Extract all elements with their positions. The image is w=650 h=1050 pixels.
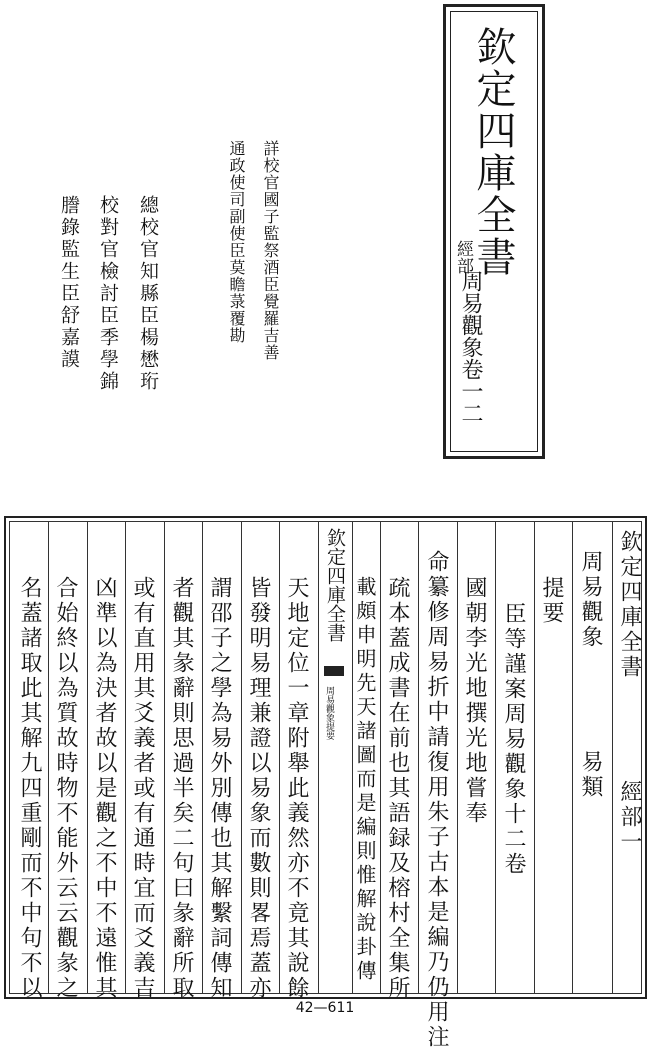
column-rule: [495, 522, 496, 993]
column-rule: [534, 522, 535, 993]
text-column: 凶準以為決者故以是觀之不中不遠惟其: [92, 576, 117, 1001]
credit-collator: 校對官檢討臣季學錦: [97, 195, 119, 393]
text-column: 名蓋諸取此其解九四重剛而不中句不以: [17, 576, 42, 1001]
column-rule: [87, 522, 88, 993]
collection-title: 欽定四庫全書: [470, 26, 516, 278]
credit-detail-proofreader: 詳校官國子監祭酒臣覺羅吉善: [261, 140, 280, 361]
text-column: 提要: [539, 576, 564, 626]
division-label: 經部: [453, 240, 473, 274]
band-subtitle: 周易觀象提要: [324, 686, 334, 740]
credit-reviewer: 通政使司副使臣莫瞻菉覆勘: [227, 140, 246, 344]
column-rule: [380, 522, 381, 993]
fish-tail-mark: [324, 666, 344, 676]
text-column: 者觀其彖辭則思過半矣二句曰彖辭所取: [169, 576, 194, 1001]
title-label-inner-frame: [450, 11, 538, 452]
text-column: 命纂修周易折中請復用朱子古本是編乃仍用注: [424, 550, 449, 1050]
center-band: [318, 522, 352, 993]
volume-title: 周易觀象卷一二: [458, 270, 483, 424]
column-rule: [612, 522, 613, 993]
band-title: 欽定四庫全書: [324, 528, 346, 642]
column-rule: [279, 522, 280, 993]
text-column: 或有直用其爻義者或有通時宜而爻義吉: [130, 576, 155, 1001]
column-rule: [164, 522, 165, 993]
text-column: 皆發明易理兼證以易象而數則畧焉蓋亦: [246, 576, 271, 1001]
text-column: 謂邵子之學為易外別傳也其解繫詞傳知: [207, 576, 232, 1001]
page-number: 42—611: [295, 1000, 355, 1016]
title-label-box: [443, 4, 545, 459]
column-rule: [418, 522, 419, 993]
text-column: 疏本蓋成書在前也其語録及榕村全集所: [385, 576, 410, 1001]
text-column: 載頗申明先天諸圖而是編則惟解說卦傳: [353, 576, 377, 984]
text-column: 臣等謹案周易觀象十二卷: [501, 602, 526, 877]
column-rule: [202, 522, 203, 993]
credit-chief-proofreader: 總校官知縣臣楊懋珩: [137, 195, 159, 393]
text-column: 合始終以為質故時物不能外云云觀彖之: [53, 576, 78, 1001]
column-rule: [572, 522, 573, 993]
text-column: 周易觀象 易類: [578, 550, 603, 800]
column-rule: [457, 522, 458, 993]
text-column: 天地定位一章附舉此義然亦不竟其說餘: [284, 576, 309, 1001]
text-column: 欽定四庫全書 經部一: [617, 530, 642, 855]
text-column: 國朝李光地撰光地嘗奉: [462, 576, 487, 826]
column-rule: [125, 522, 126, 993]
column-rule: [48, 522, 49, 993]
credit-copyist: 謄錄監生臣舒嘉謨: [58, 195, 80, 371]
column-rule: [241, 522, 242, 993]
